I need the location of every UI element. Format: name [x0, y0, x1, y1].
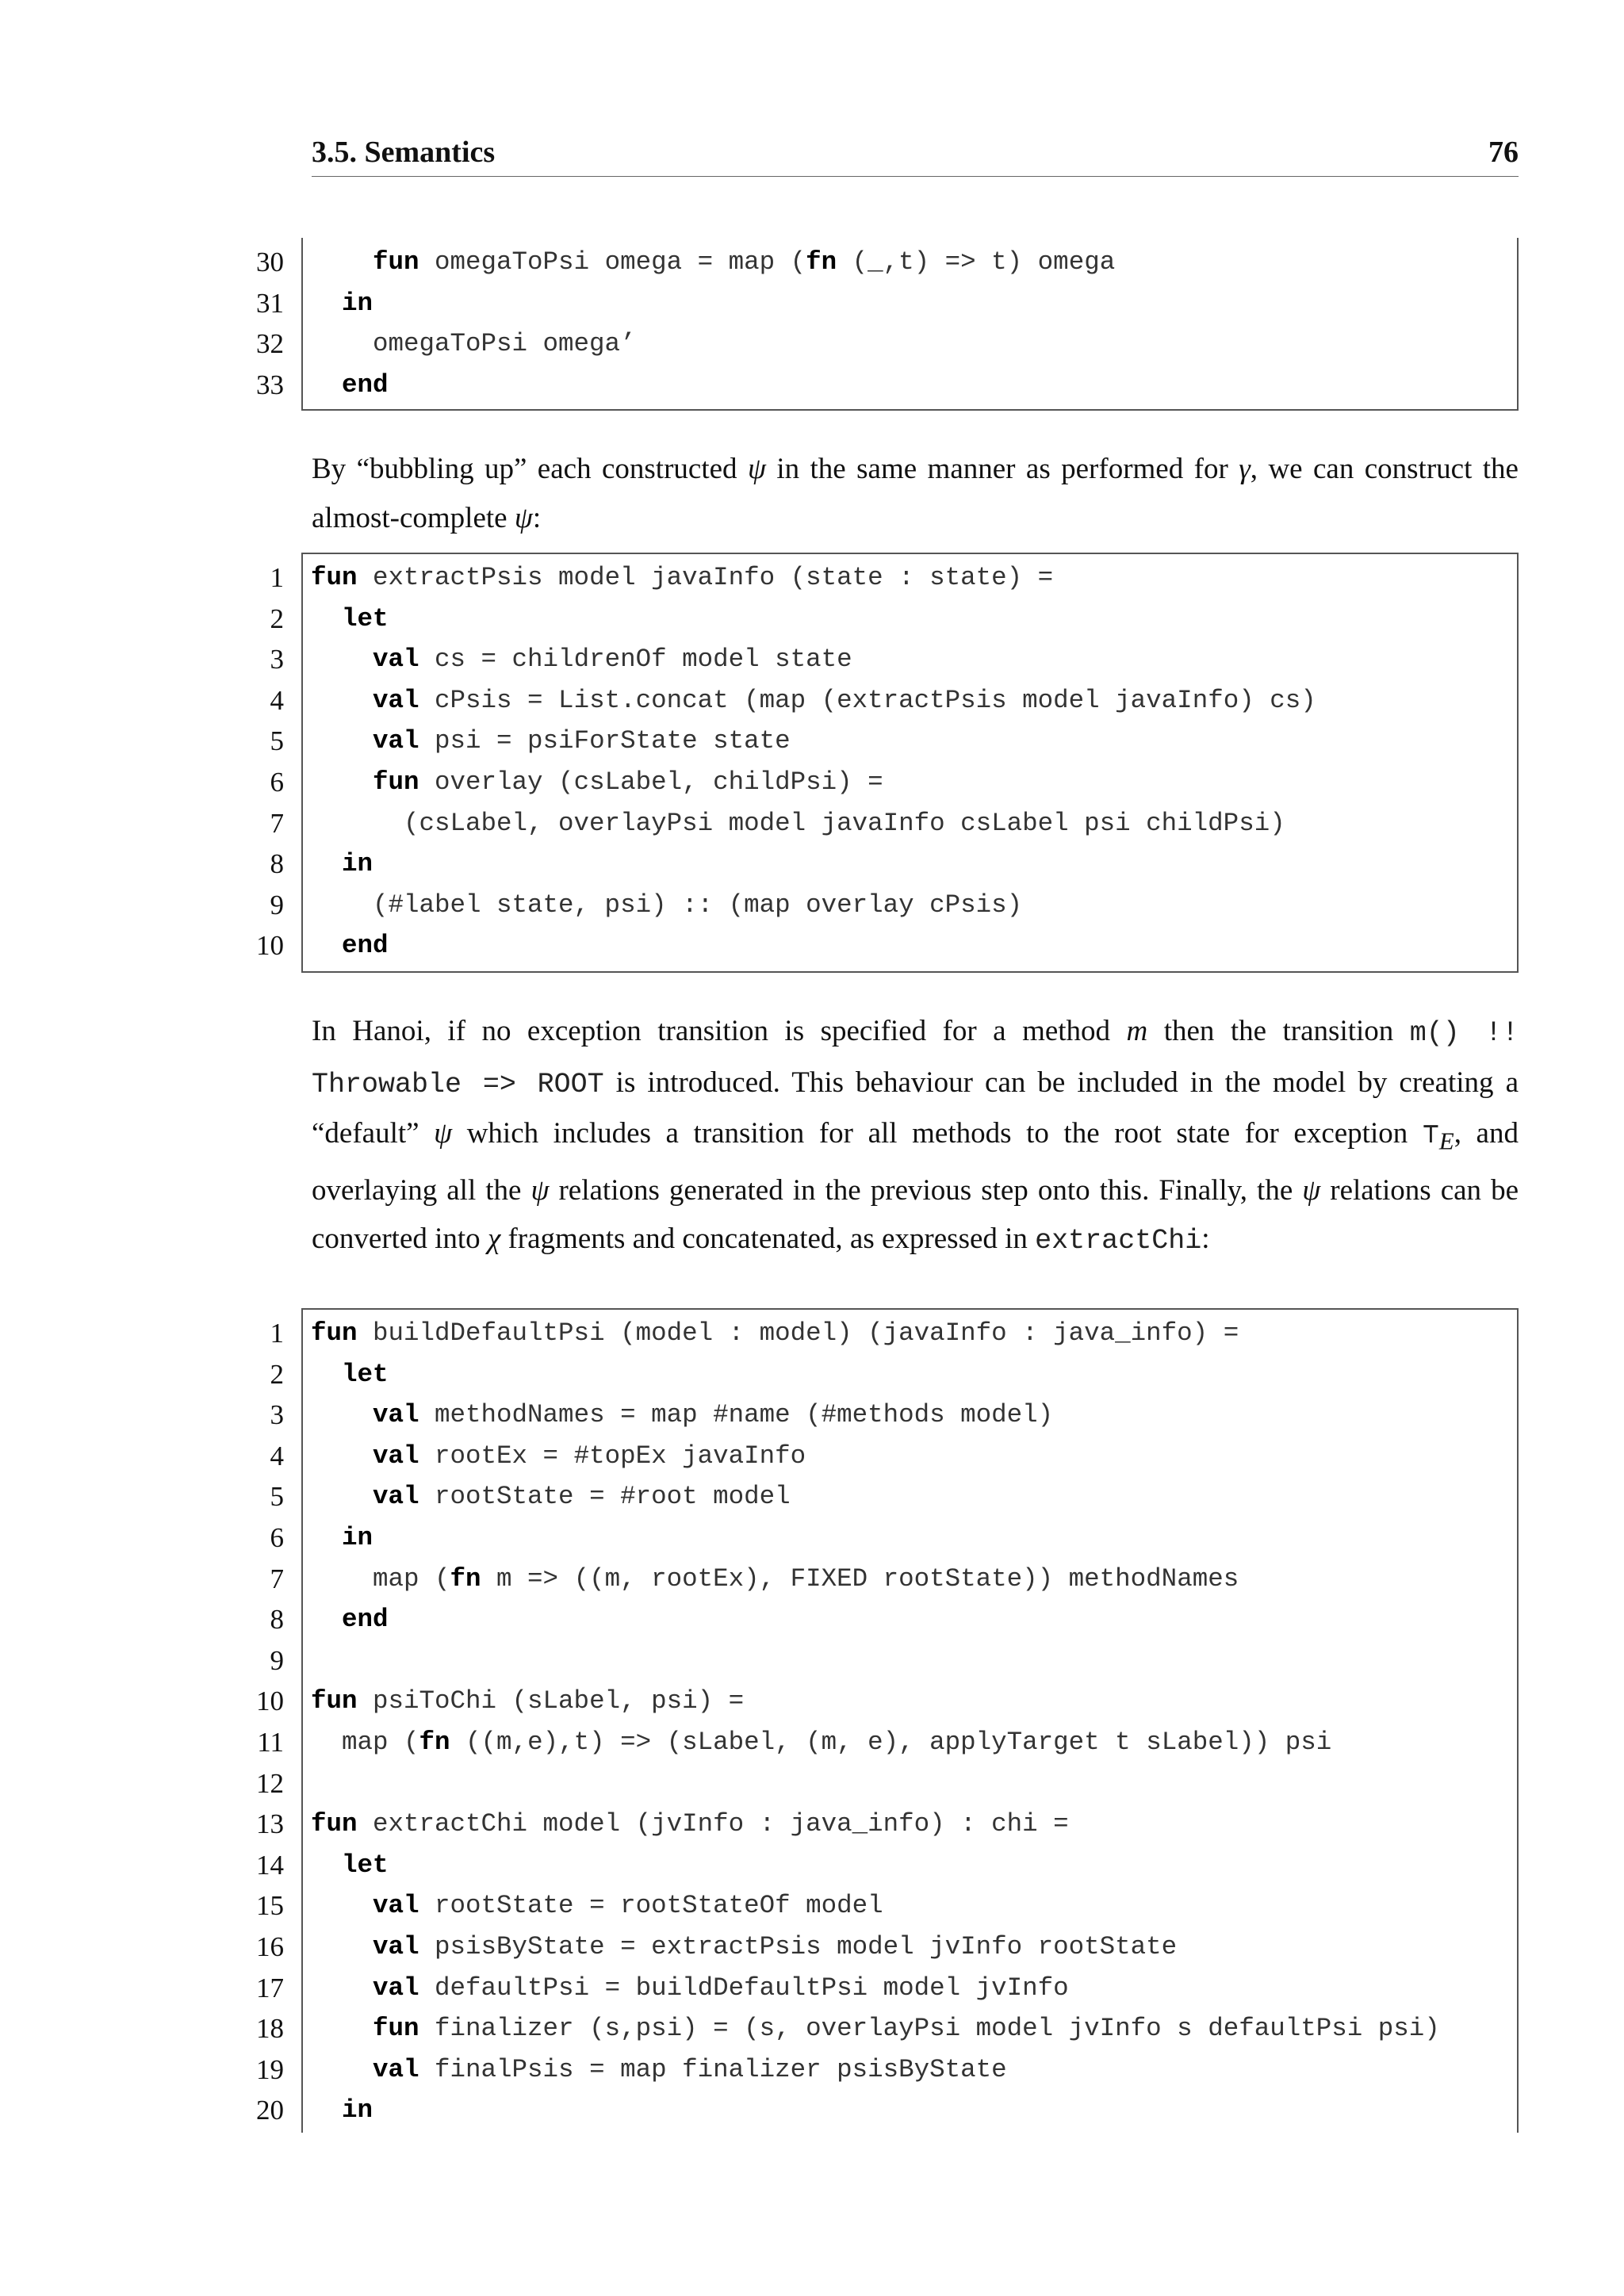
code-token	[311, 1891, 373, 1920]
code-text	[311, 2008, 1440, 2049]
code-text	[311, 2090, 373, 2130]
code-line	[238, 1476, 1522, 1517]
line-number: 4	[270, 684, 284, 716]
code-text	[311, 283, 373, 323]
code-token: (#label state, psi) :: (map overlay cPsis)	[311, 890, 1023, 920]
line-number: 18	[256, 2013, 284, 2045]
code-token	[311, 767, 373, 797]
code-line	[238, 1395, 1522, 1435]
code-keyword: val	[373, 2054, 419, 2084]
code-text	[311, 1968, 1069, 2008]
code-token	[311, 289, 342, 318]
code-token	[311, 1932, 373, 1961]
code-line	[238, 283, 1522, 323]
code-text	[311, 762, 883, 802]
code-text	[311, 1845, 389, 1885]
code-line	[238, 1517, 1522, 1558]
line-number: 13	[256, 1808, 284, 1840]
code-token: buildDefaultPsi (model : model) (javaInfo : java_info) =	[357, 1318, 1239, 1348]
code-line	[238, 2008, 1522, 2049]
line-number: 9	[270, 889, 284, 920]
code-line	[238, 1640, 1522, 1681]
code-token	[311, 1482, 373, 1511]
code-text	[311, 1436, 806, 1476]
code-line	[238, 242, 1522, 282]
code-text	[311, 1599, 389, 1640]
code-keyword: in	[342, 2095, 373, 2126]
code-line	[238, 1722, 1522, 1762]
inline-code: ⊤	[1422, 1119, 1439, 1151]
line-number: 4	[270, 1440, 284, 1471]
code-token	[311, 726, 373, 756]
text-run: By “bubbling up” each constructed	[312, 453, 748, 485]
line-number: 10	[256, 930, 284, 962]
code-line	[238, 762, 1522, 802]
code-line	[238, 1599, 1522, 1640]
line-number: 2	[270, 1358, 284, 1390]
code-text	[311, 1927, 1177, 1967]
code-token	[311, 849, 342, 878]
code-line	[238, 680, 1522, 721]
text-run: then the transition	[1147, 1015, 1410, 1047]
code-keyword: end	[342, 1605, 389, 1635]
code-line	[238, 1681, 1522, 1721]
code-line	[238, 1804, 1522, 1844]
code-line	[238, 557, 1522, 598]
line-number: 32	[256, 328, 284, 360]
inline-code: m() !! Throwable => ROOT	[312, 1017, 1519, 1100]
text-run: fragments and concatenated, as expressed in	[500, 1223, 1036, 1256]
code-text	[311, 1395, 1053, 1435]
code-token: cPsis = List.concat (map (extractPsis model javaInfo) cs)	[419, 685, 1316, 715]
line-number: 1	[270, 1318, 284, 1349]
code-token: psiToChi (sLabel, psi) =	[357, 1686, 745, 1716]
code-text	[311, 1476, 791, 1517]
code-token	[311, 604, 342, 633]
code-keyword: val	[373, 1400, 419, 1430]
code-token	[311, 1850, 342, 1880]
code-keyword: fun	[373, 247, 419, 277]
code-keyword: let	[342, 603, 389, 633]
code-keyword: fun	[373, 2014, 419, 2044]
code-keyword: fun	[311, 1809, 358, 1839]
code-token: psisByState = extractPsis model jvInfo rootState	[419, 1932, 1178, 1961]
code-keyword: in	[342, 849, 373, 879]
code-token: omegaToPsi omega = map (	[419, 247, 806, 277]
code-token	[311, 2014, 373, 2043]
line-number: 8	[270, 1604, 284, 1636]
code-line	[238, 844, 1522, 884]
code-token: m => ((m, rootEx), FIXED rootState)) methodNames	[481, 1563, 1239, 1594]
line-number: 31	[256, 287, 284, 319]
code-token: methodNames = map #name (#methods model)	[419, 1400, 1054, 1430]
code-token: finalizer (s,psi) = (s, overlayPsi model jvInfo s defaultPsi psi)	[419, 2014, 1440, 2044]
code-token: overlay (csLabel, childPsi) =	[419, 767, 883, 797]
code-keyword: in	[342, 288, 373, 318]
line-number: 10	[256, 1686, 284, 1717]
code-token	[311, 931, 342, 960]
code-token	[311, 370, 342, 400]
code-line	[238, 1354, 1522, 1395]
text-run: in the same manner as performed for	[765, 453, 1239, 485]
code-line	[238, 1885, 1522, 1926]
code-token: omegaToPsi omega’	[311, 329, 636, 359]
text-run: :	[532, 501, 542, 534]
code-text	[311, 599, 389, 639]
code-line	[238, 803, 1522, 844]
text-run: In Hanoi, if no exception transition is specified for a method	[312, 1015, 1127, 1047]
code-token: rootState = #root model	[419, 1482, 791, 1512]
code-keyword: fun	[311, 1686, 358, 1716]
code-keyword: fn	[419, 1728, 450, 1757]
code-token: (_,t) => t) omega	[837, 247, 1116, 277]
code-token: ((m,e),t) => (sLabel, (m, e), applyTarget t sLabel)) psi	[450, 1728, 1332, 1757]
code-line	[238, 1927, 1522, 1967]
code-keyword: fn	[450, 1563, 481, 1594]
line-number: 3	[270, 1399, 284, 1431]
code-token	[311, 1973, 373, 2003]
code-token	[311, 686, 373, 715]
code-keyword: val	[373, 645, 419, 675]
paragraph-default-psi	[312, 1007, 1519, 1266]
code-line	[238, 599, 1522, 639]
code-keyword: val	[373, 1441, 419, 1471]
line-number: 11	[257, 1727, 284, 1758]
math-symbol: ψ	[530, 1173, 550, 1207]
code-text	[311, 1313, 1239, 1353]
code-line	[238, 323, 1522, 364]
code-token	[311, 2095, 342, 2125]
code-text	[311, 242, 1115, 282]
text-run: , we can construct the almost-complete	[312, 453, 1519, 534]
code-keyword: val	[373, 726, 419, 756]
code-line	[238, 2090, 1522, 2130]
code-text	[311, 1354, 389, 1395]
code-token	[311, 1441, 373, 1471]
code-token: extractPsis model javaInfo (state : state) =	[357, 563, 1054, 592]
code-text	[311, 639, 852, 679]
code-token: map (	[311, 1728, 419, 1757]
line-number: 14	[256, 1849, 284, 1881]
code-text	[311, 803, 1285, 844]
code-token: rootEx = #topEx javaInfo	[419, 1441, 806, 1471]
text-run: relations can be converted into	[312, 1173, 1519, 1256]
line-number: 7	[270, 807, 284, 839]
code-token	[311, 2055, 373, 2084]
code-line	[238, 2049, 1522, 2090]
code-keyword: fun	[311, 1318, 358, 1348]
math-subscript: E	[1438, 1127, 1454, 1155]
code-line	[238, 1559, 1522, 1599]
code-line	[238, 1436, 1522, 1476]
code-text	[311, 365, 389, 405]
code-keyword: fun	[311, 563, 358, 592]
code-line	[238, 1845, 1522, 1885]
math-symbol: ψ	[747, 453, 766, 485]
code-text	[311, 1517, 373, 1558]
line-number: 8	[270, 848, 284, 880]
text-run: is introduced. This behaviour can be included in the model by creating a “default”	[312, 1066, 1519, 1150]
line-number: 1	[270, 562, 284, 593]
line-number: 5	[270, 725, 284, 757]
code-text	[311, 1722, 1331, 1762]
text-run: which includes a transition for all methods to the root state for exception	[452, 1117, 1423, 1150]
line-number: 9	[270, 1644, 284, 1676]
code-line	[238, 885, 1522, 925]
text-run: :	[1201, 1223, 1210, 1256]
code-token: finalPsis = map finalizer psisByState	[419, 2054, 1007, 2084]
code-token: extractChi model (jvInfo : java_info) : chi =	[357, 1809, 1069, 1839]
math-symbol: χ	[487, 1223, 501, 1256]
code-text	[311, 1681, 744, 1721]
code-keyword: val	[373, 1932, 419, 1961]
code-text	[311, 844, 373, 884]
code-text	[311, 2049, 1007, 2090]
code-text	[311, 721, 791, 761]
code-keyword: let	[342, 1359, 389, 1389]
math-symbol: ψ	[1302, 1173, 1321, 1207]
code-token: rootState = rootStateOf model	[419, 1891, 883, 1921]
code-keyword: end	[342, 931, 389, 961]
line-number: 16	[256, 1931, 284, 1962]
text-run: relations generated in the previous step onto this. Finally, the	[549, 1173, 1303, 1207]
code-token: defaultPsi = buildDefaultPsi model jvInfo	[419, 1973, 1069, 2003]
math-symbol: ψ	[514, 501, 533, 534]
code-text	[311, 885, 1022, 925]
code-token	[311, 1523, 342, 1552]
code-token	[311, 1605, 342, 1634]
line-number: 2	[270, 603, 284, 634]
running-head	[312, 135, 1519, 177]
section-title: 3.5. Semantics	[312, 136, 496, 169]
code-keyword: fn	[806, 247, 837, 277]
inline-code: extractChi	[1035, 1225, 1202, 1257]
code-line	[238, 639, 1522, 679]
line-number: 15	[256, 1890, 284, 1922]
line-number: 33	[256, 369, 284, 400]
code-token	[311, 247, 373, 277]
code-text	[311, 557, 1053, 598]
code-line	[238, 1313, 1522, 1353]
code-line	[238, 1763, 1522, 1804]
code-line	[238, 365, 1522, 405]
text-run: , and overlaying all the	[312, 1117, 1519, 1207]
code-keyword: fun	[373, 767, 419, 797]
code-text	[311, 680, 1316, 721]
code-token: cs = childrenOf model state	[419, 645, 852, 675]
code-text	[311, 1885, 883, 1926]
code-keyword: end	[342, 369, 389, 400]
code-text	[311, 1804, 1069, 1844]
math-symbol: ψ	[434, 1117, 453, 1150]
line-number: 12	[256, 1767, 284, 1799]
code-text	[311, 1559, 1239, 1599]
line-number: 3	[270, 644, 284, 675]
code-token	[311, 1400, 373, 1429]
line-number: 6	[270, 767, 284, 798]
code-line	[238, 1968, 1522, 2008]
code-token: (csLabel, overlayPsi model javaInfo csLabel psi childPsi)	[311, 808, 1285, 838]
code-line	[238, 925, 1522, 966]
page-number: 76	[1488, 136, 1519, 169]
code-token	[311, 645, 373, 674]
code-line	[238, 721, 1522, 761]
code-keyword: val	[373, 1973, 419, 2003]
code-token	[311, 1360, 342, 1389]
line-number: 7	[270, 1563, 284, 1594]
line-number: 20	[256, 2095, 284, 2126]
math-symbol: m	[1126, 1015, 1148, 1047]
line-number: 30	[256, 247, 284, 277]
code-keyword: in	[342, 1523, 373, 1552]
code-keyword: val	[373, 1482, 419, 1512]
line-number: 17	[256, 1972, 284, 2003]
code-text	[311, 323, 636, 364]
paragraph-bubbling-up	[312, 445, 1519, 542]
code-token: psi = psiForState state	[419, 726, 791, 756]
code-keyword: let	[342, 1850, 389, 1880]
code-keyword: val	[373, 1891, 419, 1921]
code-text	[311, 925, 389, 966]
code-keyword: val	[373, 685, 419, 715]
math-symbol: γ	[1239, 453, 1251, 485]
line-number: 19	[256, 2053, 284, 2085]
line-number: 5	[270, 1481, 284, 1513]
line-number: 6	[270, 1522, 284, 1553]
code-token: map (	[311, 1563, 450, 1594]
